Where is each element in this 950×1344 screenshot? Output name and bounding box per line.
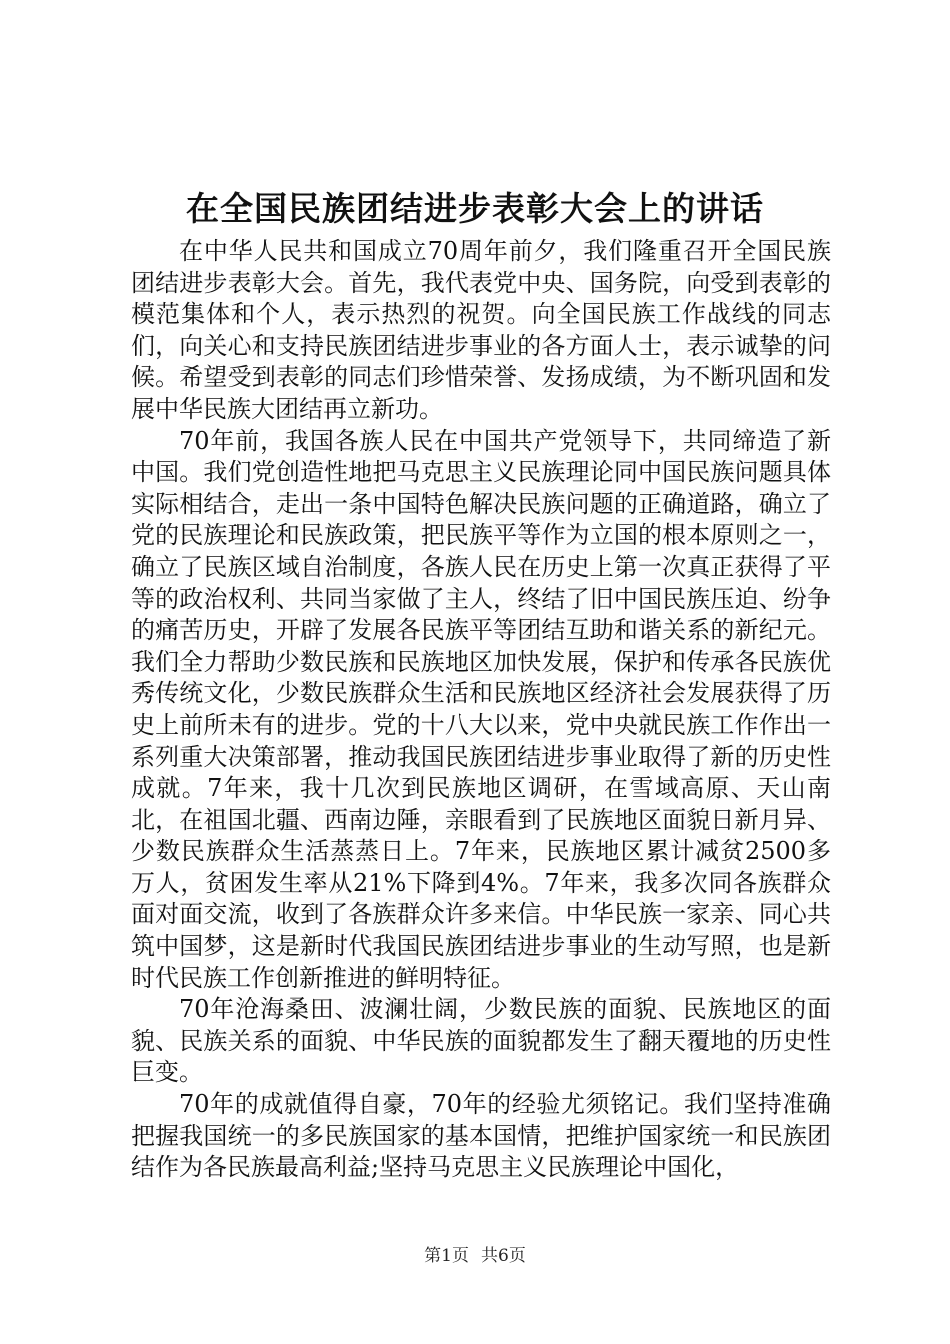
document-body (131, 236, 831, 1184)
paragraph-4: 70年的成就值得自豪，70年的经验尤须铭记。我们坚持准确把握我国统一的多民族国家的基本国情，把维护国家统一和民族团结作为各民族最高利益;坚持马克思主义民族理论中国化， (131, 1090, 831, 1182)
paragraph-3: 70年沧海桑田、波澜壮阔，少数民族的面貌、民族地区的面貌、民族关系的面貌、中华民族的面貌都发生了翻天覆地的历史性巨变。 (131, 995, 831, 1087)
page-number-total: 共6页 (481, 1246, 526, 1266)
page-number-current: 第1页 (424, 1246, 469, 1266)
document-title: 在全国民族团结进步表彰大会上的讲话 (186, 189, 764, 228)
page-footer (0, 1244, 950, 1268)
paragraph-1: 在中华人民共和国成立70周年前夕，我们隆重召开全国民族团结进步表彰大会。首先，我代表党中央、国务院，向受到表彰的模范集体和个人，表示热烈的祝贺。向全国民族工作战线的同志们，向关心和支持民族团结进步事业的各方面人士，表示诚挚的问候。希望受到表彰的同志们珍惜荣誉、发扬成绩，为不断巩固和发展中华民族大团结再立新功。 (131, 237, 831, 423)
paragraph-2: 70年前，我国各族人民在中国共产党领导下，共同缔造了新中国。我们党创造性地把马克思主义民族理论同中国民族问题具体实际相结合，走出一条中国特色解决民族问题的正确道路，确立了党的民族理论和民族政策，把民族平等作为立国的根本原则之一，确立了民族区域自治制度，各族人民在历史上第一次真正获得了平等的政治权利、共同当家做了主人，终结了旧中国民族压迫、纷争的痛苦历史，开辟了发展各民族平等团结互助和谐关系的新纪元。我们全力帮助少数民族和民族地区加快发展，保护和传承各民族优秀传统文化，少数民族群众生活和民族地区经济社会发展获得了历史上前所未有的进步。党的十八大以来，党中央就民族工作作出一系列重大决策部署，推动我国民族团结进步事业取得了新的历史性成就。7年来，我十几次到民族地区调研，在雪域高原、天山南北，在祖国北疆、西南边陲，亲眼看到了民族地区面貌日新月异、少数民族群众生活蒸蒸日上。7年来，民族地区累计减贫2500多万人，贫困发生率从21%下降到4%。7年来，我多次同各族群众面对面交流，收到了各族群众许多来信。中华民族一家亲、同心共筑中国梦，这是新时代我国民族团结进步事业的生动写照，也是新时代民族工作创新推进的鲜明特征。 (131, 426, 831, 992)
